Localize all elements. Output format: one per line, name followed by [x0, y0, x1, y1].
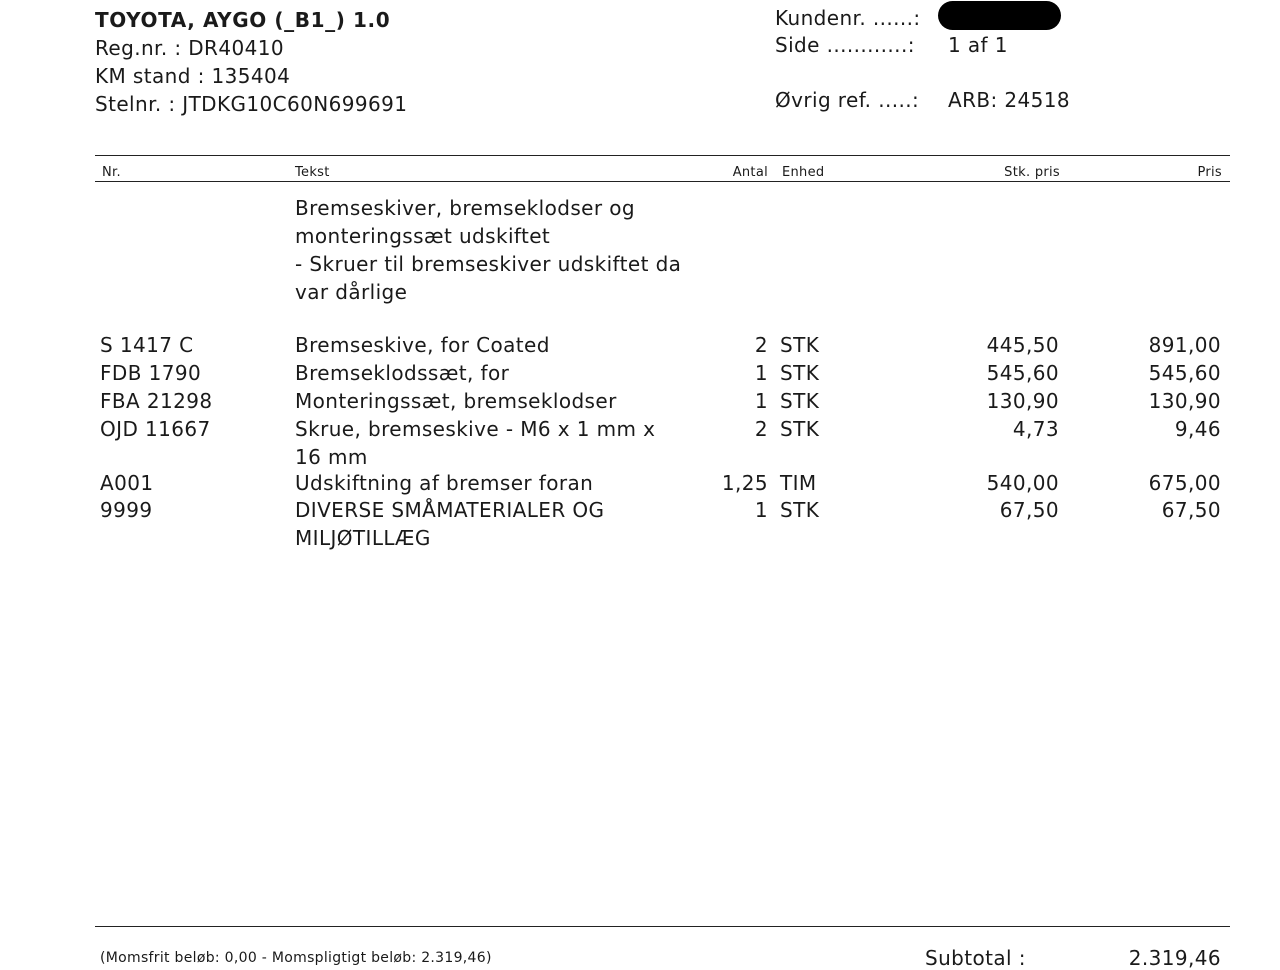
row-antal: 1	[754, 361, 768, 385]
row-enhed: STK	[780, 417, 820, 441]
row-pris: 545,60	[1148, 361, 1221, 385]
row-tekst: DIVERSE SMÅMATERIALER OG	[295, 498, 605, 522]
row-nr: S 1417 C	[100, 333, 194, 357]
row-tekst: Bremseskive, for Coated	[295, 333, 550, 357]
row-stk-pris: 540,00	[986, 471, 1059, 495]
col-header-nr: Nr.	[102, 165, 121, 180]
row-tekst-continued: 16 mm	[295, 445, 368, 469]
moms-note: (Momsfrit beløb: 0,00 - Momspligtigt beløb: 2.319,46)	[100, 950, 492, 966]
row-nr: OJD 11667	[100, 417, 211, 441]
row-enhed: STK	[780, 389, 820, 413]
footer-rule	[95, 926, 1230, 927]
row-nr: FDB 1790	[100, 361, 202, 385]
reg-number: Reg.nr. : DR40410	[95, 36, 284, 60]
row-pris: 891,00	[1148, 333, 1221, 357]
ref-value: ARB: 24518	[948, 88, 1071, 112]
row-enhed: TIM	[780, 471, 817, 495]
row-pris: 130,90	[1148, 389, 1221, 413]
col-header-enhed: Enhed	[782, 165, 825, 180]
row-pris: 675,00	[1148, 471, 1221, 495]
ref-label: Øvrig ref. .....:	[775, 88, 920, 112]
col-header-stk-pris: Stk. pris	[1004, 165, 1060, 180]
row-pris: 9,46	[1174, 417, 1221, 441]
vehicle-title: TOYOTA, AYGO (_B1_) 1.0	[95, 8, 391, 32]
side-label: Side ............:	[775, 33, 915, 57]
row-nr: 9999	[100, 498, 153, 522]
col-header-antal: Antal	[732, 165, 768, 180]
col-header-tekst: Tekst	[295, 165, 330, 180]
col-header-pris: Pris	[1197, 165, 1222, 180]
row-tekst: Udskiftning af bremser foran	[295, 471, 594, 495]
description-line: monteringssæt udskiftet	[295, 224, 551, 248]
row-tekst: Bremseklodssæt, for	[295, 361, 510, 385]
table-header-rule	[95, 181, 1230, 182]
row-nr: FBA 21298	[100, 389, 213, 413]
row-tekst: Skrue, bremseskive - M6 x 1 mm x	[295, 417, 656, 441]
subtotal-label: Subtotal :	[925, 946, 1026, 970]
row-nr: A001	[100, 471, 154, 495]
description-line: Bremseskiver, bremseklodser og	[295, 196, 635, 220]
description-line: - Skruer til bremseskiver udskiftet da	[295, 252, 682, 276]
stel-number: Stelnr. : JTDKG10C60N699691	[95, 92, 408, 116]
row-enhed: STK	[780, 333, 820, 357]
km-stand: KM stand : 135404	[95, 64, 291, 88]
row-tekst: Monteringssæt, bremseklodser	[295, 389, 617, 413]
row-stk-pris: 545,60	[986, 361, 1059, 385]
row-stk-pris: 130,90	[986, 389, 1059, 413]
side-value: 1 af 1	[948, 33, 1008, 57]
kundenr-label: Kundenr. ......:	[775, 6, 921, 30]
row-antal: 2	[754, 417, 768, 441]
row-stk-pris: 445,50	[986, 333, 1059, 357]
row-antal: 1	[754, 389, 768, 413]
row-enhed: STK	[780, 498, 820, 522]
row-antal: 2	[754, 333, 768, 357]
row-antal: 1,25	[721, 471, 768, 495]
row-enhed: STK	[780, 361, 820, 385]
description-line: var dårlige	[295, 280, 408, 304]
subtotal-value: 2.319,46	[1128, 946, 1221, 970]
table-top-rule	[95, 155, 1230, 156]
row-tekst-continued: MILJØTILLÆG	[295, 526, 431, 550]
row-stk-pris: 4,73	[1012, 417, 1059, 441]
redacted-customer-number	[938, 1, 1061, 30]
row-antal: 1	[754, 498, 768, 522]
row-pris: 67,50	[1161, 498, 1221, 522]
row-stk-pris: 67,50	[999, 498, 1059, 522]
